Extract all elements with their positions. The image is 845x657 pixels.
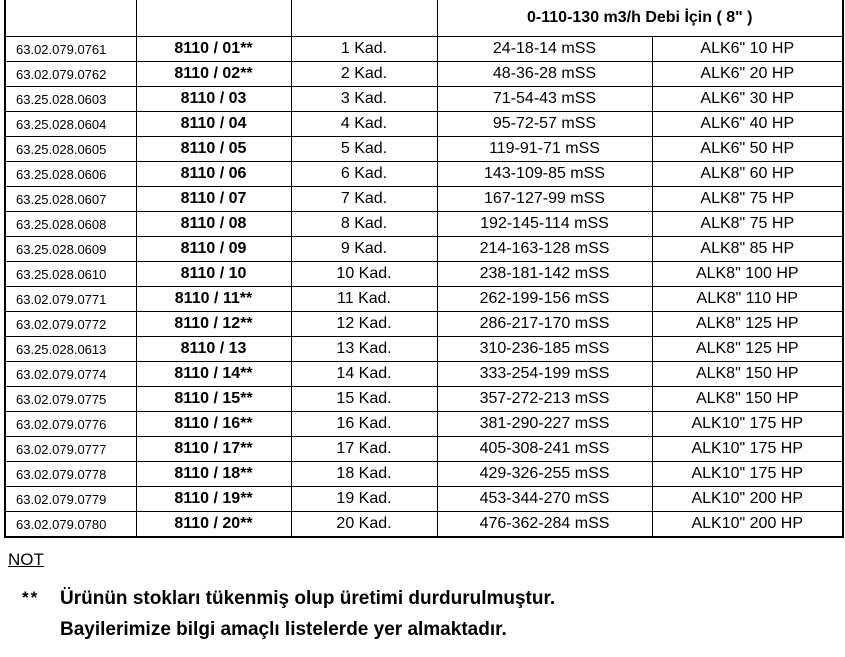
product-code-cell: 63.25.028.0603	[5, 87, 136, 112]
stage-count-cell: 1 Kad.	[291, 37, 437, 62]
table-row	[5, 462, 843, 487]
model-cell: 8110 / 05	[136, 137, 291, 162]
head-range-cell: 71-54-43 mSS	[437, 87, 652, 112]
table-row	[5, 112, 843, 137]
product-code-cell: 63.02.079.0778	[5, 462, 136, 487]
table-row	[5, 262, 843, 287]
model-cell: 8110 / 17**	[136, 437, 291, 462]
motor-cell: ALK8" 60 HP	[652, 162, 843, 187]
stage-count-cell: 13 Kad.	[291, 337, 437, 362]
head-range-cell: 119-91-71 mSS	[437, 137, 652, 162]
motor-cell: ALK6" 20 HP	[652, 62, 843, 87]
head-range-cell: 262-199-156 mSS	[437, 287, 652, 312]
model-cell: 8110 / 06	[136, 162, 291, 187]
stage-count-cell: 8 Kad.	[291, 212, 437, 237]
table-row	[5, 187, 843, 212]
product-code-cell: 63.25.028.0613	[5, 337, 136, 362]
table-row	[5, 37, 843, 62]
flow-rate-header: 0-110-130 m3/h Debi İçin ( 8" )	[437, 0, 843, 37]
model-cell: 8110 / 04	[136, 112, 291, 137]
dealer-info-note: Bayilerimize bilgi amaçlı listelerde yer almaktadır.	[60, 619, 507, 640]
motor-cell: ALK8" 125 HP	[652, 312, 843, 337]
product-code-cell: 63.02.079.0775	[5, 387, 136, 412]
head-range-cell: 192-145-114 mSS	[437, 212, 652, 237]
product-code-cell: 63.25.028.0605	[5, 137, 136, 162]
motor-cell: ALK8" 150 HP	[652, 362, 843, 387]
table-row	[5, 337, 843, 362]
head-range-cell: 357-272-213 mSS	[437, 387, 652, 412]
stage-count-cell: 10 Kad.	[291, 262, 437, 287]
table-row	[5, 512, 843, 538]
header-empty-cell	[136, 0, 291, 37]
head-range-cell: 286-217-170 mSS	[437, 312, 652, 337]
table-row	[5, 137, 843, 162]
model-cell: 8110 / 07	[136, 187, 291, 212]
product-code-cell: 63.25.028.0610	[5, 262, 136, 287]
stage-count-cell: 19 Kad.	[291, 487, 437, 512]
product-code-cell: 63.02.079.0777	[5, 437, 136, 462]
head-range-cell: 333-254-199 mSS	[437, 362, 652, 387]
product-code-cell: 63.02.079.0762	[5, 62, 136, 87]
motor-cell: ALK8" 75 HP	[652, 187, 843, 212]
product-code-cell: 63.02.079.0772	[5, 312, 136, 337]
product-code-cell: 63.02.079.0771	[5, 287, 136, 312]
stage-count-cell: 20 Kad.	[291, 512, 437, 538]
model-cell: 8110 / 08	[136, 212, 291, 237]
discontinued-note: Ürünün stokları tükenmiş olup üretimi durdurulmuştur.	[60, 588, 556, 609]
stage-count-cell: 9 Kad.	[291, 237, 437, 262]
pump-spec-table	[4, 0, 844, 538]
table-row	[5, 87, 843, 112]
stage-count-cell: 18 Kad.	[291, 462, 437, 487]
stage-count-cell: 14 Kad.	[291, 362, 437, 387]
stage-count-cell: 11 Kad.	[291, 287, 437, 312]
model-cell: 8110 / 01**	[136, 37, 291, 62]
head-range-cell: 48-36-28 mSS	[437, 62, 652, 87]
head-range-cell: 143-109-85 mSS	[437, 162, 652, 187]
head-range-cell: 24-18-14 mSS	[437, 37, 652, 62]
motor-cell: ALK8" 75 HP	[652, 212, 843, 237]
head-range-cell: 214-163-128 mSS	[437, 237, 652, 262]
head-range-cell: 238-181-142 mSS	[437, 262, 652, 287]
motor-cell: ALK6" 10 HP	[652, 37, 843, 62]
product-code-cell: 63.25.028.0607	[5, 187, 136, 212]
model-cell: 8110 / 19**	[136, 487, 291, 512]
product-code-cell: 63.02.079.0774	[5, 362, 136, 387]
motor-cell: ALK8" 85 HP	[652, 237, 843, 262]
table-row	[5, 312, 843, 337]
head-range-cell: 310-236-185 mSS	[437, 337, 652, 362]
motor-cell: ALK10" 175 HP	[652, 437, 843, 462]
product-code-cell: 63.02.079.0780	[5, 512, 136, 538]
head-range-cell: 167-127-99 mSS	[437, 187, 652, 212]
table-row	[5, 387, 843, 412]
model-cell: 8110 / 20**	[136, 512, 291, 538]
stage-count-cell: 5 Kad.	[291, 137, 437, 162]
head-range-cell: 405-308-241 mSS	[437, 437, 652, 462]
product-code-cell: 63.25.028.0606	[5, 162, 136, 187]
table-row	[5, 162, 843, 187]
head-range-cell: 429-326-255 mSS	[437, 462, 652, 487]
table-row	[5, 437, 843, 462]
motor-cell: ALK8" 150 HP	[652, 387, 843, 412]
stage-count-cell: 17 Kad.	[291, 437, 437, 462]
table-row	[5, 287, 843, 312]
motor-cell: ALK8" 100 HP	[652, 262, 843, 287]
head-range-cell: 381-290-227 mSS	[437, 412, 652, 437]
stage-count-cell: 12 Kad.	[291, 312, 437, 337]
model-cell: 8110 / 11**	[136, 287, 291, 312]
table-row	[5, 212, 843, 237]
motor-cell: ALK10" 200 HP	[652, 512, 843, 538]
model-cell: 8110 / 09	[136, 237, 291, 262]
head-range-cell: 95-72-57 mSS	[437, 112, 652, 137]
product-code-cell: 63.02.079.0761	[5, 37, 136, 62]
model-cell: 8110 / 13	[136, 337, 291, 362]
model-cell: 8110 / 10	[136, 262, 291, 287]
motor-cell: ALK8" 125 HP	[652, 337, 843, 362]
stage-count-cell: 6 Kad.	[291, 162, 437, 187]
header-empty-cell	[5, 0, 136, 37]
head-range-cell: 453-344-270 mSS	[437, 487, 652, 512]
model-cell: 8110 / 02**	[136, 62, 291, 87]
motor-cell: ALK10" 175 HP	[652, 412, 843, 437]
stage-count-cell: 3 Kad.	[291, 87, 437, 112]
model-cell: 8110 / 18**	[136, 462, 291, 487]
product-code-cell: 63.25.028.0609	[5, 237, 136, 262]
table-row	[5, 487, 843, 512]
note-label: NOT	[8, 550, 44, 569]
note-asterisks: **	[22, 588, 40, 607]
model-cell: 8110 / 14**	[136, 362, 291, 387]
model-cell: 8110 / 12**	[136, 312, 291, 337]
product-code-cell: 63.02.079.0776	[5, 412, 136, 437]
motor-cell: ALK10" 200 HP	[652, 487, 843, 512]
motor-cell: ALK6" 40 HP	[652, 112, 843, 137]
table-row	[5, 362, 843, 387]
table-header-row	[5, 0, 843, 37]
stage-count-cell: 15 Kad.	[291, 387, 437, 412]
model-cell: 8110 / 16**	[136, 412, 291, 437]
model-cell: 8110 / 15**	[136, 387, 291, 412]
motor-cell: ALK8" 110 HP	[652, 287, 843, 312]
model-cell: 8110 / 03	[136, 87, 291, 112]
table-row	[5, 237, 843, 262]
stage-count-cell: 2 Kad.	[291, 62, 437, 87]
table-row	[5, 62, 843, 87]
stage-count-cell: 16 Kad.	[291, 412, 437, 437]
table-row	[5, 412, 843, 437]
head-range-cell: 476-362-284 mSS	[437, 512, 652, 538]
product-code-cell: 63.02.079.0779	[5, 487, 136, 512]
product-code-cell: 63.25.028.0608	[5, 212, 136, 237]
motor-cell: ALK6" 50 HP	[652, 137, 843, 162]
motor-cell: ALK6" 30 HP	[652, 87, 843, 112]
stage-count-cell: 4 Kad.	[291, 112, 437, 137]
product-code-cell: 63.25.028.0604	[5, 112, 136, 137]
motor-cell: ALK10" 175 HP	[652, 462, 843, 487]
header-empty-cell	[291, 0, 437, 37]
stage-count-cell: 7 Kad.	[291, 187, 437, 212]
